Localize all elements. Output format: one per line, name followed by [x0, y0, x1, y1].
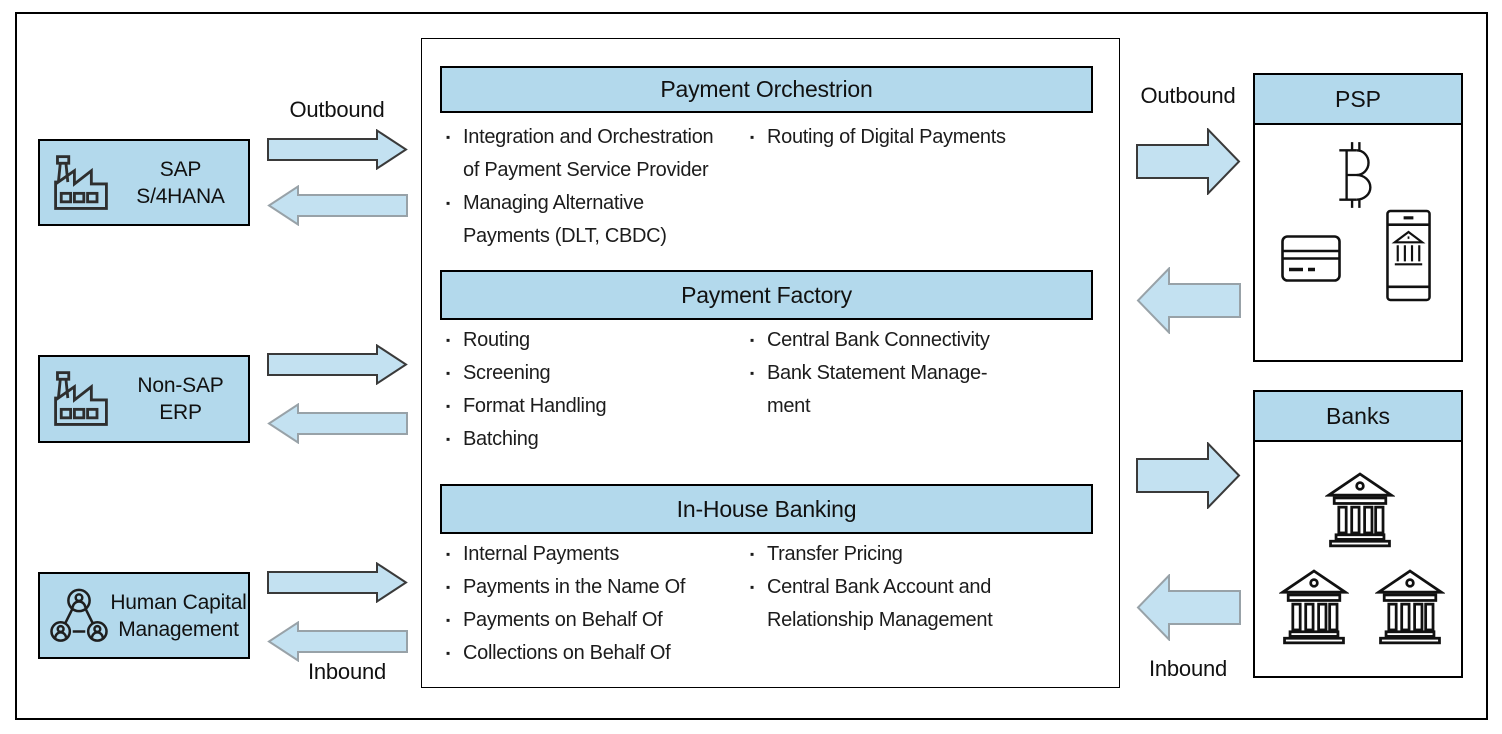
bullet-marker: ▪ [446, 130, 450, 144]
bullet-item-text: Routing [463, 329, 530, 351]
right-inbound-label: Inbound [1148, 656, 1228, 681]
banks-inbound-arrow [1136, 574, 1241, 641]
bullet-marker: ▪ [446, 432, 450, 446]
node-label-line: Non-SAP [137, 374, 224, 397]
bullet-item [446, 604, 746, 637]
org-chart-icon [49, 588, 109, 644]
bullet-item [446, 538, 746, 571]
bullet-marker: ▪ [446, 580, 450, 594]
section-bullets-right [750, 324, 1090, 423]
bullet-item [446, 121, 746, 187]
bullet-item-text: Internal Payments [463, 543, 620, 565]
node-sap-s4hana [38, 139, 250, 226]
node-label-line: ERP [159, 401, 202, 424]
bullet-item [446, 637, 746, 670]
bullet-item-text: Batching [463, 428, 539, 450]
node-label [109, 589, 248, 643]
bullet-item-text: Payments in the Name Of [463, 576, 686, 598]
factory-icon [49, 369, 113, 429]
psp-outbound-arrow [1136, 128, 1241, 195]
section-bullets-left [446, 121, 746, 253]
bullet-marker: ▪ [750, 580, 754, 594]
bullet-marker: ▪ [750, 366, 754, 380]
credit-card-icon [1281, 235, 1341, 282]
bullet-item-text: Collections on Behalf Of [463, 642, 671, 664]
bullet-item [446, 423, 746, 456]
node-human-capital-management [38, 572, 250, 659]
sap-inbound-arrow [267, 185, 408, 226]
bullet-item-text: Routing of Digital Payments [767, 126, 1006, 148]
hcm-inbound-arrow [267, 621, 408, 662]
section-bullets-left [446, 324, 746, 456]
bitcoin-icon [1332, 137, 1374, 213]
bullet-item-text: Central Bank Connectivity [767, 329, 990, 351]
bullet-item [446, 357, 746, 390]
section-bullets-right [750, 538, 1090, 637]
bullet-marker: ▪ [446, 613, 450, 627]
section-header-in-house-banking [440, 484, 1093, 534]
section-title: Payment Orchestrion [660, 76, 873, 102]
node-label-line: Human Capital [110, 590, 247, 614]
left-inbound-label: Inbound [307, 659, 387, 684]
bullet-item [446, 324, 746, 357]
smartphone-bank-icon [1386, 209, 1431, 302]
bullet-item-text: Screening [463, 362, 551, 384]
node-non-sap-erp [38, 355, 250, 443]
banks-header [1255, 392, 1461, 442]
section-header-payment-factory [440, 270, 1093, 320]
section-bullets-right [750, 121, 1090, 154]
hcm-outbound-arrow [267, 562, 408, 603]
psp-title: PSP [1334, 85, 1382, 112]
right-outbound-label: Outbound [1140, 83, 1236, 108]
bank-icon [1279, 567, 1349, 645]
bullet-item [750, 357, 1090, 423]
erp-outbound-arrow [267, 344, 408, 385]
node-label [113, 372, 248, 426]
sap-outbound-arrow [267, 129, 408, 170]
node-psp [1253, 73, 1463, 362]
bullet-item-text: Integration and Orchestration of Payment Service Provider [463, 126, 714, 181]
bullet-item-text: Central Bank Account and Relationship Management [767, 576, 993, 631]
bullet-item [446, 390, 746, 423]
node-label [113, 156, 248, 210]
section-bullets-left [446, 538, 746, 670]
bullet-marker: ▪ [750, 130, 754, 144]
bullet-marker: ▪ [446, 399, 450, 413]
bullet-marker: ▪ [750, 333, 754, 347]
bank-icon [1375, 567, 1445, 645]
section-title: In-House Banking [676, 495, 857, 522]
bullet-item [750, 571, 1090, 637]
node-label-line: SAP [159, 157, 202, 181]
bullet-item [750, 324, 1090, 357]
erp-inbound-arrow [267, 403, 408, 444]
section-header-payment-orchestration [440, 66, 1093, 113]
bullet-marker: ▪ [446, 366, 450, 380]
bullet-item-text: Format Handling [463, 395, 607, 417]
banks-outbound-arrow [1136, 442, 1241, 509]
bullet-item-text: Transfer Pricing [767, 543, 903, 565]
bullet-marker: ▪ [446, 547, 450, 561]
bullet-item [446, 571, 746, 604]
node-label-line: S/4HANA [136, 184, 225, 208]
bank-icon [1325, 470, 1395, 548]
psp-inbound-arrow [1136, 267, 1241, 334]
bullet-item [750, 121, 1090, 154]
left-outbound-label: Outbound [289, 97, 385, 122]
banks-title: Banks [1326, 402, 1390, 429]
bullet-item [750, 538, 1090, 571]
psp-header [1255, 75, 1461, 125]
bullet-item-text: Bank Statement Manage- ment [767, 362, 988, 417]
node-banks [1253, 390, 1463, 678]
bullet-marker: ▪ [446, 196, 450, 210]
section-title: Payment Factory [681, 281, 852, 308]
bullet-marker: ▪ [446, 333, 450, 347]
factory-icon [49, 153, 113, 213]
bullet-marker: ▪ [446, 646, 450, 660]
bullet-item-text: Payments on Behalf Of [463, 609, 663, 631]
bullet-marker: ▪ [750, 547, 754, 561]
node-label-line: Management [118, 617, 239, 641]
bullet-item-text: Managing Alternative Payments (DLT, CBDC) [463, 192, 667, 247]
bullet-item [446, 187, 746, 253]
